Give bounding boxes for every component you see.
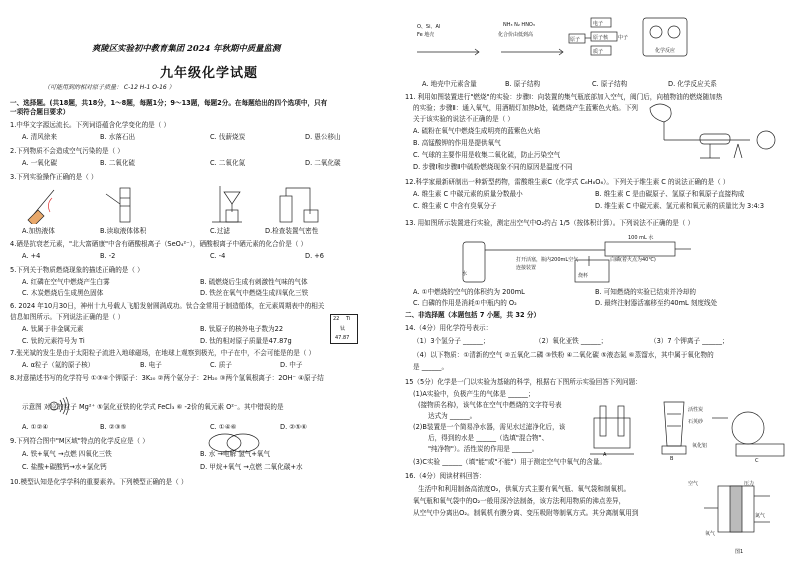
atom-structure-diagram [48, 396, 70, 416]
q15-line: (接物质名称)，该气体在空气中燃烧的文字符号表 [418, 401, 562, 409]
q3-option: C.过滤 [210, 227, 230, 235]
atom-part-proton: 质子 [593, 49, 604, 55]
q6-stem-2: 信息如图所示。下列说法正确的是（ ） [10, 313, 125, 321]
atom-part-electron: 电子 [593, 21, 604, 27]
white-phosphorus-label: 白磷(着火点为40℃) [610, 257, 656, 263]
q15-stem: 15（5分）化学是一门以实验为基础的科学，根据右下图所示实验回答下列问题： [405, 378, 642, 386]
fig-c-label: C [755, 458, 759, 464]
q13-option: B. 可知燃烧的实验已结束并冷却的 [595, 288, 697, 296]
q2-option: C. 二氧化氮 [210, 159, 246, 167]
tile-symbol: Ti [346, 316, 351, 322]
q3-option: A.加热液体 [22, 227, 55, 235]
q15-line: "纯净物"）。活性炭的作用是 ______。 [428, 445, 539, 453]
q13-option: D. 最终注射器活塞移至约40mL 刻度线处 [595, 299, 718, 307]
q6-option: D. 钛的相对原子质量是47.87g [200, 337, 292, 345]
activated-carbon-label: 活性炭 [688, 407, 704, 413]
q14-part-4: （4）以下物质：①清新的空气 ②五氧化二磷 ③铁粉 ④二氧化碳 ⑤液态氮 ⑥蒸馏水，其中属于氧化物的 [413, 351, 714, 359]
fig-air-label: 空气 [688, 481, 699, 487]
periodic-table-tile [330, 314, 358, 344]
q5-option: C. 木炭燃烧后生成黑色固体 [22, 289, 104, 297]
q6-option: C. 钛的元素符号为 Ti [22, 337, 85, 345]
tile-mass: 47.87 [335, 335, 350, 341]
alumina-label: 氧化铝 [692, 443, 708, 449]
q9-option: A. 铁+氧气 →点燃 四氧化三铁 [22, 450, 112, 458]
q15-line: 达式为 ______。 [428, 412, 477, 420]
q15-line: (2)B装置是一个简易净水器，需见水过滤净化后，该 [413, 423, 566, 431]
q11-apparatus [640, 100, 785, 160]
q16-line: 生活中和利用制备高浓度O₂，供氧方式主要有氧气瓶、氧气袋和制氧机。 [418, 485, 631, 493]
q10-stem: 10.模型认知是化学学科的重要素养。下列模型正确的是（ ） [10, 478, 188, 486]
fig-elements-label: O、Si、Al [417, 24, 441, 30]
fig-pressure-label: 压力 [744, 481, 755, 487]
q16-line: 从空气中分离出O₂。制氧机有膜分离、变压吸附等制氧方式。其分离制氧用到 [413, 509, 639, 517]
q13-caption: 打开活塞，瓶内200mL空气 [516, 257, 579, 263]
q8-stem: 8.对意描述书写的化学符号 ①③④个钾原子：3K₂₀ ②两个氨分子：2H₂₀ ③两个氢氧根离子：2OH⁻ ④原子结 [10, 374, 324, 382]
q6-option: B. 钛原子的核外电子数为22 [200, 325, 284, 333]
q1-option: D. 愚公移山 [305, 133, 341, 141]
water-label: 水 [462, 271, 468, 277]
q11-option: A. 硫粉在氧气中燃烧生成明亮的蓝紫色火焰 [413, 127, 541, 135]
q2-stem: 2.下列物质不会造成空气污染的是（ ） [10, 147, 124, 155]
q10-option: D. 化学反应关系 [668, 80, 717, 88]
q3-option: D.检查装置气密性 [265, 227, 319, 235]
q2-option: A. 一氧化碳 [22, 159, 57, 167]
section2-heading: 二、非选择题（本题包括 7 小题，共 32 分） [405, 311, 541, 319]
beaker-label: 烧杯 [578, 273, 589, 279]
q11-option: D. 步骤Ⅰ和步骤Ⅱ中硫粉燃烧现象不同的原因是温度不同 [413, 163, 573, 171]
q6-option: A. 钛属于非金属元素 [22, 325, 84, 333]
q7-option: D. 中子 [280, 361, 303, 369]
fig-oxygen-label: 氧气 [705, 531, 716, 537]
q7-option: B. 电子 [140, 361, 162, 369]
q1-option: C. 伐薪烧炭 [210, 133, 246, 141]
fig-ions-sublabel: 化合价由低到高 [498, 32, 534, 38]
q9-option: C. 盐酸+碳酸钙→水+氯化钙 [22, 463, 107, 471]
q12-stem: 12.科学家最新研制出一种新型药物，雷酸维生素C（化学式 C₆H₈O₆）。下列关于维生素 C 的说法正确的是（ ） [405, 178, 730, 186]
q16-stem: 16.（4分）阅读材料回答： [405, 472, 486, 480]
q9-stem: 9.下列符合图中"M区域"特点的化学反应是（ ） [10, 437, 149, 445]
q4-option: C. -4 [210, 252, 226, 260]
tile-name: 钛 [340, 326, 346, 332]
q11-stem-3: 关于该实验的说法不正确的是（ ） [413, 115, 515, 123]
q8-option: C. ①④⑥ [210, 423, 237, 431]
q12-option: B. 维生素 C 是由碳原子、氢原子和氧原子直接构成 [595, 190, 745, 198]
figure-1-caption: 图1 [735, 549, 744, 555]
q4-option: A. +4 [22, 252, 41, 260]
q1-option: B. 水落石出 [100, 133, 136, 141]
atomic-masses: （可能用到的相对原子质量： C-12 H-1 O-16 ） [44, 84, 175, 91]
q13-caption-2: 连接装置 [516, 265, 537, 271]
q14-part-4b: 是 ______。 [413, 363, 449, 371]
q1-stem: 1.中华文字源远流长。下列词语蕴含化学变化的是（ ） [10, 121, 171, 129]
q3-option: B.读取液体体积 [100, 227, 147, 235]
school-header: 爽陵区实验初中教育集团 2024 年秋期中质量监测 [92, 43, 281, 53]
q5-option: A. 红磷在空气中燃烧产生白雾 [22, 278, 110, 286]
fig-elements-sublabel: Fe 地壳 [417, 32, 435, 38]
atom-part-atom: 原子 [570, 37, 581, 43]
q6-stem: 6. 2024 年10月30日，神州十九号载人飞船发射圆满成功。钛合金常用于制造船体，在元素周期表中的相关 [10, 302, 325, 310]
quartz-sand-label: 石英砂 [688, 419, 704, 425]
q7-option: C. 质子 [210, 361, 232, 369]
q14-part-2: （2）氧化亚铁 ______； [535, 337, 608, 345]
q10-model-figures [413, 14, 703, 76]
q10-option: A. 地壳中元素含量 [422, 80, 477, 88]
q12-option: A. 维生素 C 中碳元素的质量分数最小 [413, 190, 523, 198]
q15-line: (3)C实验 ______（填"能"或"不能"）用于测定空气中氧气的含量。 [413, 458, 607, 466]
q8-stem-2: 示意图 对应的粒子 Mg²⁺ ⑤氯化亚铁的化学式 FeCl₃ ⑥ -2价的氧元素 O²⁻。其中错误的是 [22, 403, 284, 411]
q3-stem: 3.下列实验操作正确的是（ ） [10, 173, 98, 181]
q2-option: D. 二氧化碳 [305, 159, 341, 167]
q11-stem: 11. 利用如图装置进行"燃烧"的实验：步骤Ⅰ：向装置的集气瓶底部加入空气，阀门后，向植物油的燃烧随加热 [405, 93, 723, 101]
q8-option: D. ②⑤⑥ [280, 423, 308, 431]
q14-part-1: （1）3个氢分子 ______； [413, 337, 490, 345]
q10-option: B. 原子结构 [505, 80, 541, 88]
q10-option: C. 原子结构 [592, 80, 628, 88]
q5-option: B. 硫燃烧后生成有刺激性气味的气体 [200, 278, 308, 286]
q14-part-3: （3）7 个钾离子 ______； [650, 337, 729, 345]
syringe-label: 100 mL 水 [628, 235, 654, 241]
q13-stem: 13. 用如图所示装置进行实验，测定出空气中O₂约占 1/5（按体积计算）。下列说法不正确的是（ ） [405, 219, 695, 227]
page-title: 九年级化学试题 [160, 66, 259, 81]
q11-stem-2: 的实验；步骤Ⅱ：通入氧气，用酒精灯加热b处，硫燃烧产生蓝紫色火焰。下列 [413, 104, 639, 112]
atom-part-neutron: 中子 [618, 35, 629, 41]
q13-option: A. ①中燃烧的空气的体积约为 200mL [413, 288, 525, 296]
fig-ions-label: NH₃ N₂ HNO₃ [503, 22, 535, 28]
atom-part-nucleus: 原子核 [593, 35, 609, 41]
q7-option: A. α粒子（氦的原子核） [22, 361, 95, 369]
q13-option: C. 白磷的作用是消耗①中瓶内的 O₂ [413, 299, 517, 307]
fig-a-label: A [603, 452, 607, 458]
q3-apparatus-figures [20, 184, 360, 224]
q5-stem: 5.下列关于物质燃烧现象的描述正确的是（ ） [10, 266, 144, 274]
q5-option: D. 铁丝在氧气中燃烧生成四氧化三铁 [200, 289, 309, 297]
fig-reaction-label: 化学反应 [655, 48, 676, 54]
q9-option: D. 甲烷+氧气 →点燃 二氧化碳+水 [200, 463, 303, 471]
tile-atomic-number: 22 [333, 316, 340, 322]
fig-nitrogen-label: 氮气 [755, 513, 766, 519]
q16-line: 氧气瓶和氧气袋中的O₂一般用深冷法制备，该方法利用物质的沸点差异， [413, 497, 626, 505]
q11-option: B. 高锰酸钾的作用是提供氧气 [413, 139, 501, 147]
q7-stem: 7.张光斌的发生是由于太阳粒子流进入地球磁场，在地球上观察到极光，中子在中，不会可能是的是（ ） [10, 349, 316, 357]
q2-option: B. 二氧化硫 [100, 159, 136, 167]
q8-option: A. ①②④ [22, 423, 49, 431]
section1-heading-2: 一项符合题目要求） [10, 108, 70, 116]
fig-b-label: B [670, 456, 674, 462]
q4-stem: 4.硒是抗衰老元素，"北大富硒康"中含有硒酸根离子（SeO₄²⁻），硒酸根离子中硒元素的化合价是（ ） [10, 240, 308, 248]
q11-option: C. 气球的主要作用是收集二氧化硫，防止污染空气 [413, 151, 561, 159]
q1-option: A. 清风徐来 [22, 133, 57, 141]
q12-option: D. 维生素 C 中碳元素、氢元素和氧元素的质量比为 3:4:3 [595, 202, 765, 210]
q14-stem: 14.（4分）用化学符号表示： [405, 324, 493, 332]
q15-line: 后，得到的水是 ______（选填"混合物"、 [428, 434, 549, 442]
q4-option: B. -2 [100, 252, 116, 260]
q8-option: B. ②③⑤ [100, 423, 127, 431]
q9-option: B. 水 →电解 氢气+氧气 [200, 450, 271, 458]
q4-option: D. +6 [305, 252, 324, 260]
q15-line: (1)A实验中，负极产生的气体是 ______； [413, 390, 535, 398]
q12-option: C. 维生素 C 中含有臭氧分子 [413, 202, 497, 210]
section1-heading: 一、选择题。(共18题，共18分，1～8题，每题1分；9～13题，每题2分。在每题给出的四个选项中，只有 [10, 99, 328, 107]
